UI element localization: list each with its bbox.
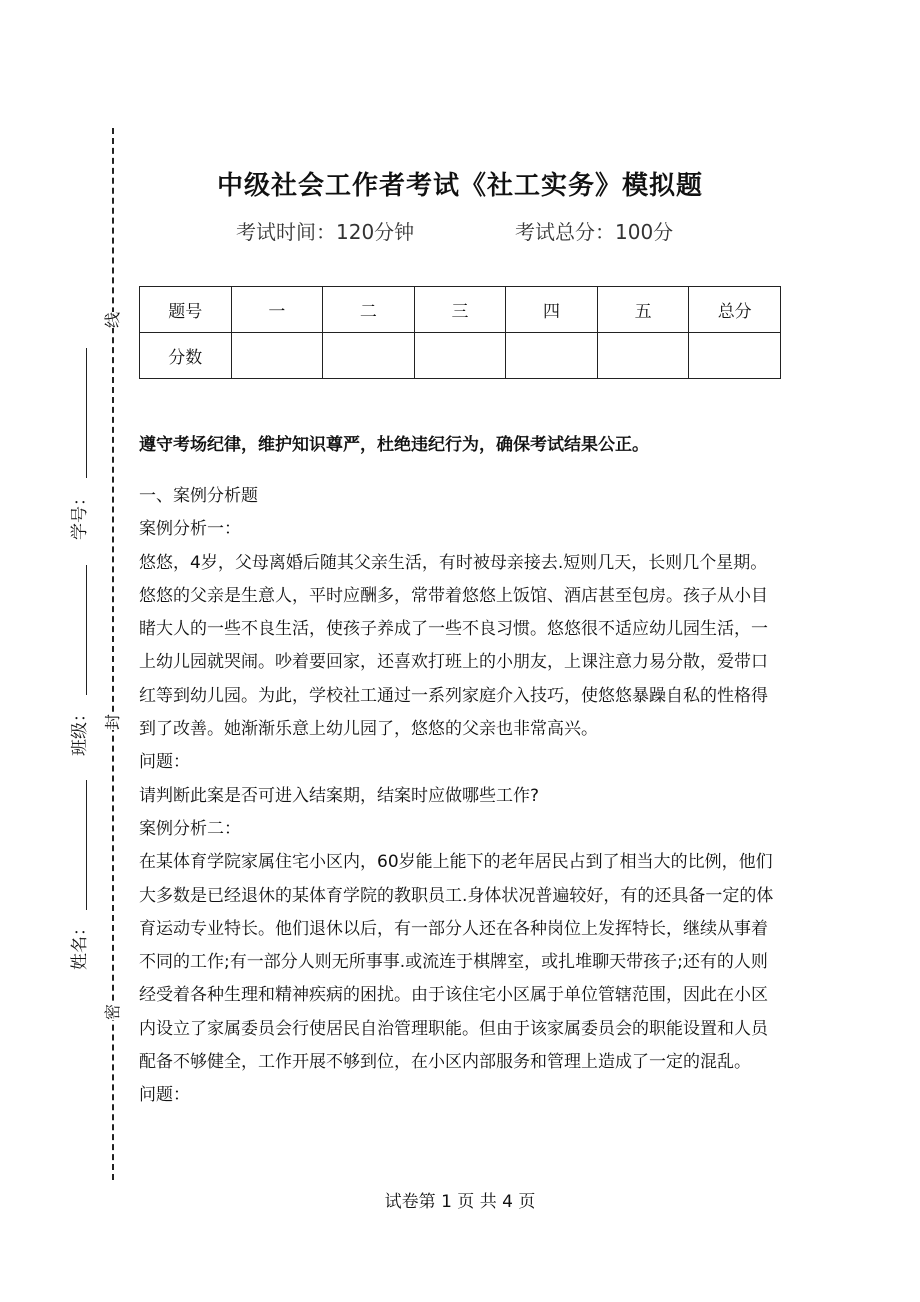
question-body: [139, 480, 779, 1113]
score-table: [139, 286, 781, 379]
score-cell-total[interactable]: [689, 333, 781, 379]
exam-notice: 遵守考场纪律，维护知识尊严，杜绝违纪行为，确保考试结果公正。: [139, 435, 649, 455]
exam-time: 考试时间：120分钟: [236, 220, 415, 244]
student-id-field[interactable]: [86, 348, 87, 478]
case1-question-label: 问题：: [139, 752, 190, 773]
seal-char-secret: 密: [103, 1003, 122, 1020]
table-cell: 总分: [689, 287, 781, 333]
table-cell: 二: [323, 287, 415, 333]
case2-text: 在某体育学院家属住宅小区内，60岁能上能下的老年居民占到了相当大的比例，他们大多数是已经退休的某体育学院的教职员工.身体状况普遍较好，有的还具备一定的体育运动专业特长。他们退休以后，有一部分人还在各种岗位上发挥特长，继续从事着不同的工作;有一部分人则无所事事.或流连于棋牌室，或扎堆聊天带孩子;还有的人则经受着各种生理和精神疾病的困扰。由于该住宅小区属于单位管辖范围，因此在小区内设立了家属委员会行使居民自治管理职能。但由于该家属委员会的职能设置和人员配备不够健全，工作开展不够到位，在小区内部服务和管理上造成了一定的混乱。: [139, 852, 774, 1073]
seal-char-seal: 封: [103, 713, 122, 730]
table-row-header: [140, 287, 781, 333]
score-cell-4[interactable]: [506, 333, 598, 379]
case1-question: 请判断此案是否可进入结案期，结案时应做哪些工作?: [139, 785, 540, 806]
table-cell: 五: [597, 287, 689, 333]
table-row-score: [140, 333, 781, 379]
table-cell: 分数: [140, 333, 232, 379]
score-cell-3[interactable]: [414, 333, 506, 379]
case1-title: 案例分析一：: [139, 519, 241, 540]
class-field[interactable]: [86, 565, 87, 695]
name-field[interactable]: [86, 780, 87, 910]
page-footer: 试卷第 1 页 共 4 页: [384, 1192, 536, 1212]
table-cell: 题号: [140, 287, 232, 333]
score-cell-1[interactable]: [231, 333, 323, 379]
case2-question-label: 问题：: [139, 1085, 190, 1106]
table-cell: 一: [231, 287, 323, 333]
total-score: 考试总分：100分: [515, 220, 674, 244]
case1-text: 悠悠，4岁，父母离婚后随其父亲生活，有时被母亲接去.短则几天，长则几个星期。悠悠的父亲是生意人，平时应酬多，常带着悠悠上饭馆、酒店甚至包房。孩子从小目睹大人的一些不良生活，使孩子养成了一些不良习惯。悠悠很不适应幼儿园生活，一上幼儿园就哭闹。吵着要回家，还喜欢打班上的小朋友，上课注意力易分散，爱带口红等到幼儿园。为此，学校社工通过一系列家庭介入技巧，使悠悠暴躁自私的性格得到了改善。她渐渐乐意上幼儿园了，悠悠的父亲也非常高兴。: [139, 552, 768, 740]
table-cell: 三: [414, 287, 506, 333]
page-title: 中级社会工作者考试《社工实务》模拟题: [216, 171, 703, 201]
score-cell-2[interactable]: [323, 333, 415, 379]
binding-dashed-line: [112, 128, 114, 1180]
seal-char-line: 线: [103, 311, 122, 328]
case2-title: 案例分析二：: [139, 818, 241, 839]
section-heading: 一、案例分析题: [139, 486, 258, 506]
score-cell-5[interactable]: [597, 333, 689, 379]
table-cell: 四: [506, 287, 598, 333]
